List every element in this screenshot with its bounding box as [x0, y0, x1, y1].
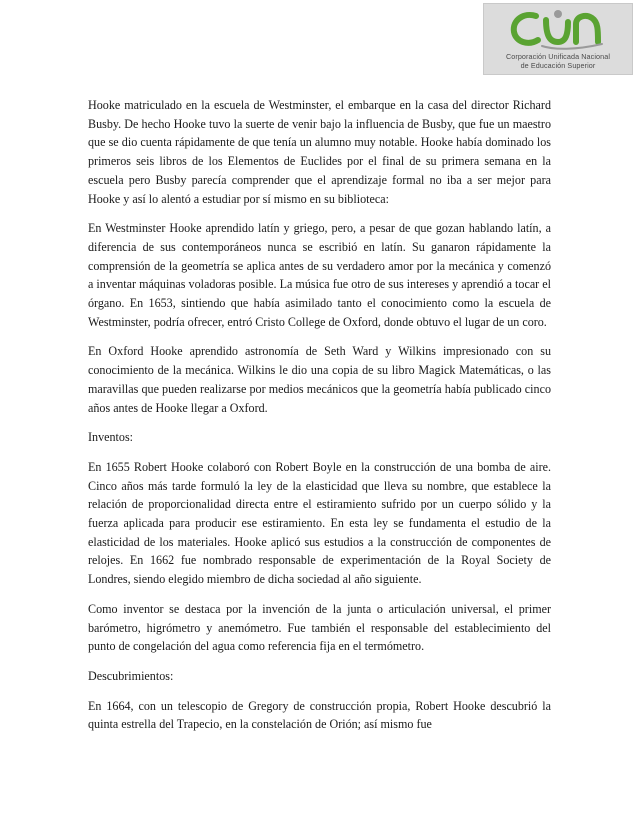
paragraph-latin-greek: En Westminster Hooke aprendido latín y griego, pero, a pesar de que gozan hablando latín, a diferencia de sus contemporáneos nunca se escribió en latín. Su ganaron rápidamente la comprensión de la geometría se aplica antes de su verdadero amor por la mecánica y comenzó a inventar máquinas voladoras posible. La música fue otro de sus intereses y aprendió a tocar el órgano. En 1653, sintiendo que había asimilado tanto el conocimiento como la escuela de Westminster, podría ofrecer, entró Cristo College de Oxford, donde obtuvo el lugar de un coro. — [88, 221, 551, 329]
document-body — [88, 96, 551, 745]
section-heading-inventos: Inventos: — [88, 430, 134, 445]
institution-logo — [483, 3, 633, 75]
logo-text-line-2: de Educación Superior — [520, 61, 596, 70]
paragraph-oxford: En Oxford Hooke aprendido astronomía de Seth Ward y Wilkins impresionado con su conocimiento de la mecánica. Wilkins le dio una copia de su libro Magick Matemáticas, o las maravillas que pueden realizarse por medios mecánicos que la geometría había publicado cinco años antes de Hooke llegar a Oxford. — [88, 344, 551, 415]
cun-logo-mark-icon — [506, 6, 610, 52]
paragraph-trapecio: En 1664, con un telescopio de Gregory de construcción propia, Robert Hooke descubrió la quinta estrella del Trapecio, en la constelación de Orión; así mismo fue — [88, 698, 551, 732]
paragraph-boyle-elasticity: En 1655 Robert Hooke colaboró con Robert Boyle en la construcción de una bomba de aire. Cinco años más tarde formuló la ley de la elasticidad que lleva su nombre, que establece la relación de proporcionalidad directa entre el estiramiento sufrido por un cuerpo sólido y la fuerza aplicada para producir ese estiramiento. En esta ley se fundamenta el estudio de la elasticidad de los materiales. Hooke aplicó sus estudios a la construcción de componentes de relojes. En 1662 fue nombrado responsable de experimentación de la Royal Society de Londres, siendo elegido miembro de dicha sociedad al año siguiente. — [88, 459, 551, 587]
logo-text-line-1: Corporación Unificada Nacional — [505, 52, 611, 61]
section-heading-descubrimientos: Descubrimientos: — [88, 668, 174, 683]
paragraph-westminster-busby: Hooke matriculado en la escuela de Westminster, el embarque en la casa del director Richard Busby. De hecho Hooke tuvo la suerte de venir bajo la influencia de Busby, que fue un maestro que se dio cuenta rápidamente de que tenía un alumno muy notable. Hooke había dominado los primeros seis libros de los Elementos de Euclides por el final de su primera semana en la escuela pero Busby parecía comprender que el aprendizaje formal no iba a ser mejor para Hooke y así lo alentó a estudiar por sí mismo en su biblioteca: — [88, 98, 551, 206]
paragraph-inventor: Como inventor se destaca por la invención de la junta o articulación universal, el primer barómetro, higrómetro y anemómetro. Fue también el responsable del establecimiento del punto de congelación del agua como referencia fija en el termómetro. — [88, 601, 551, 654]
